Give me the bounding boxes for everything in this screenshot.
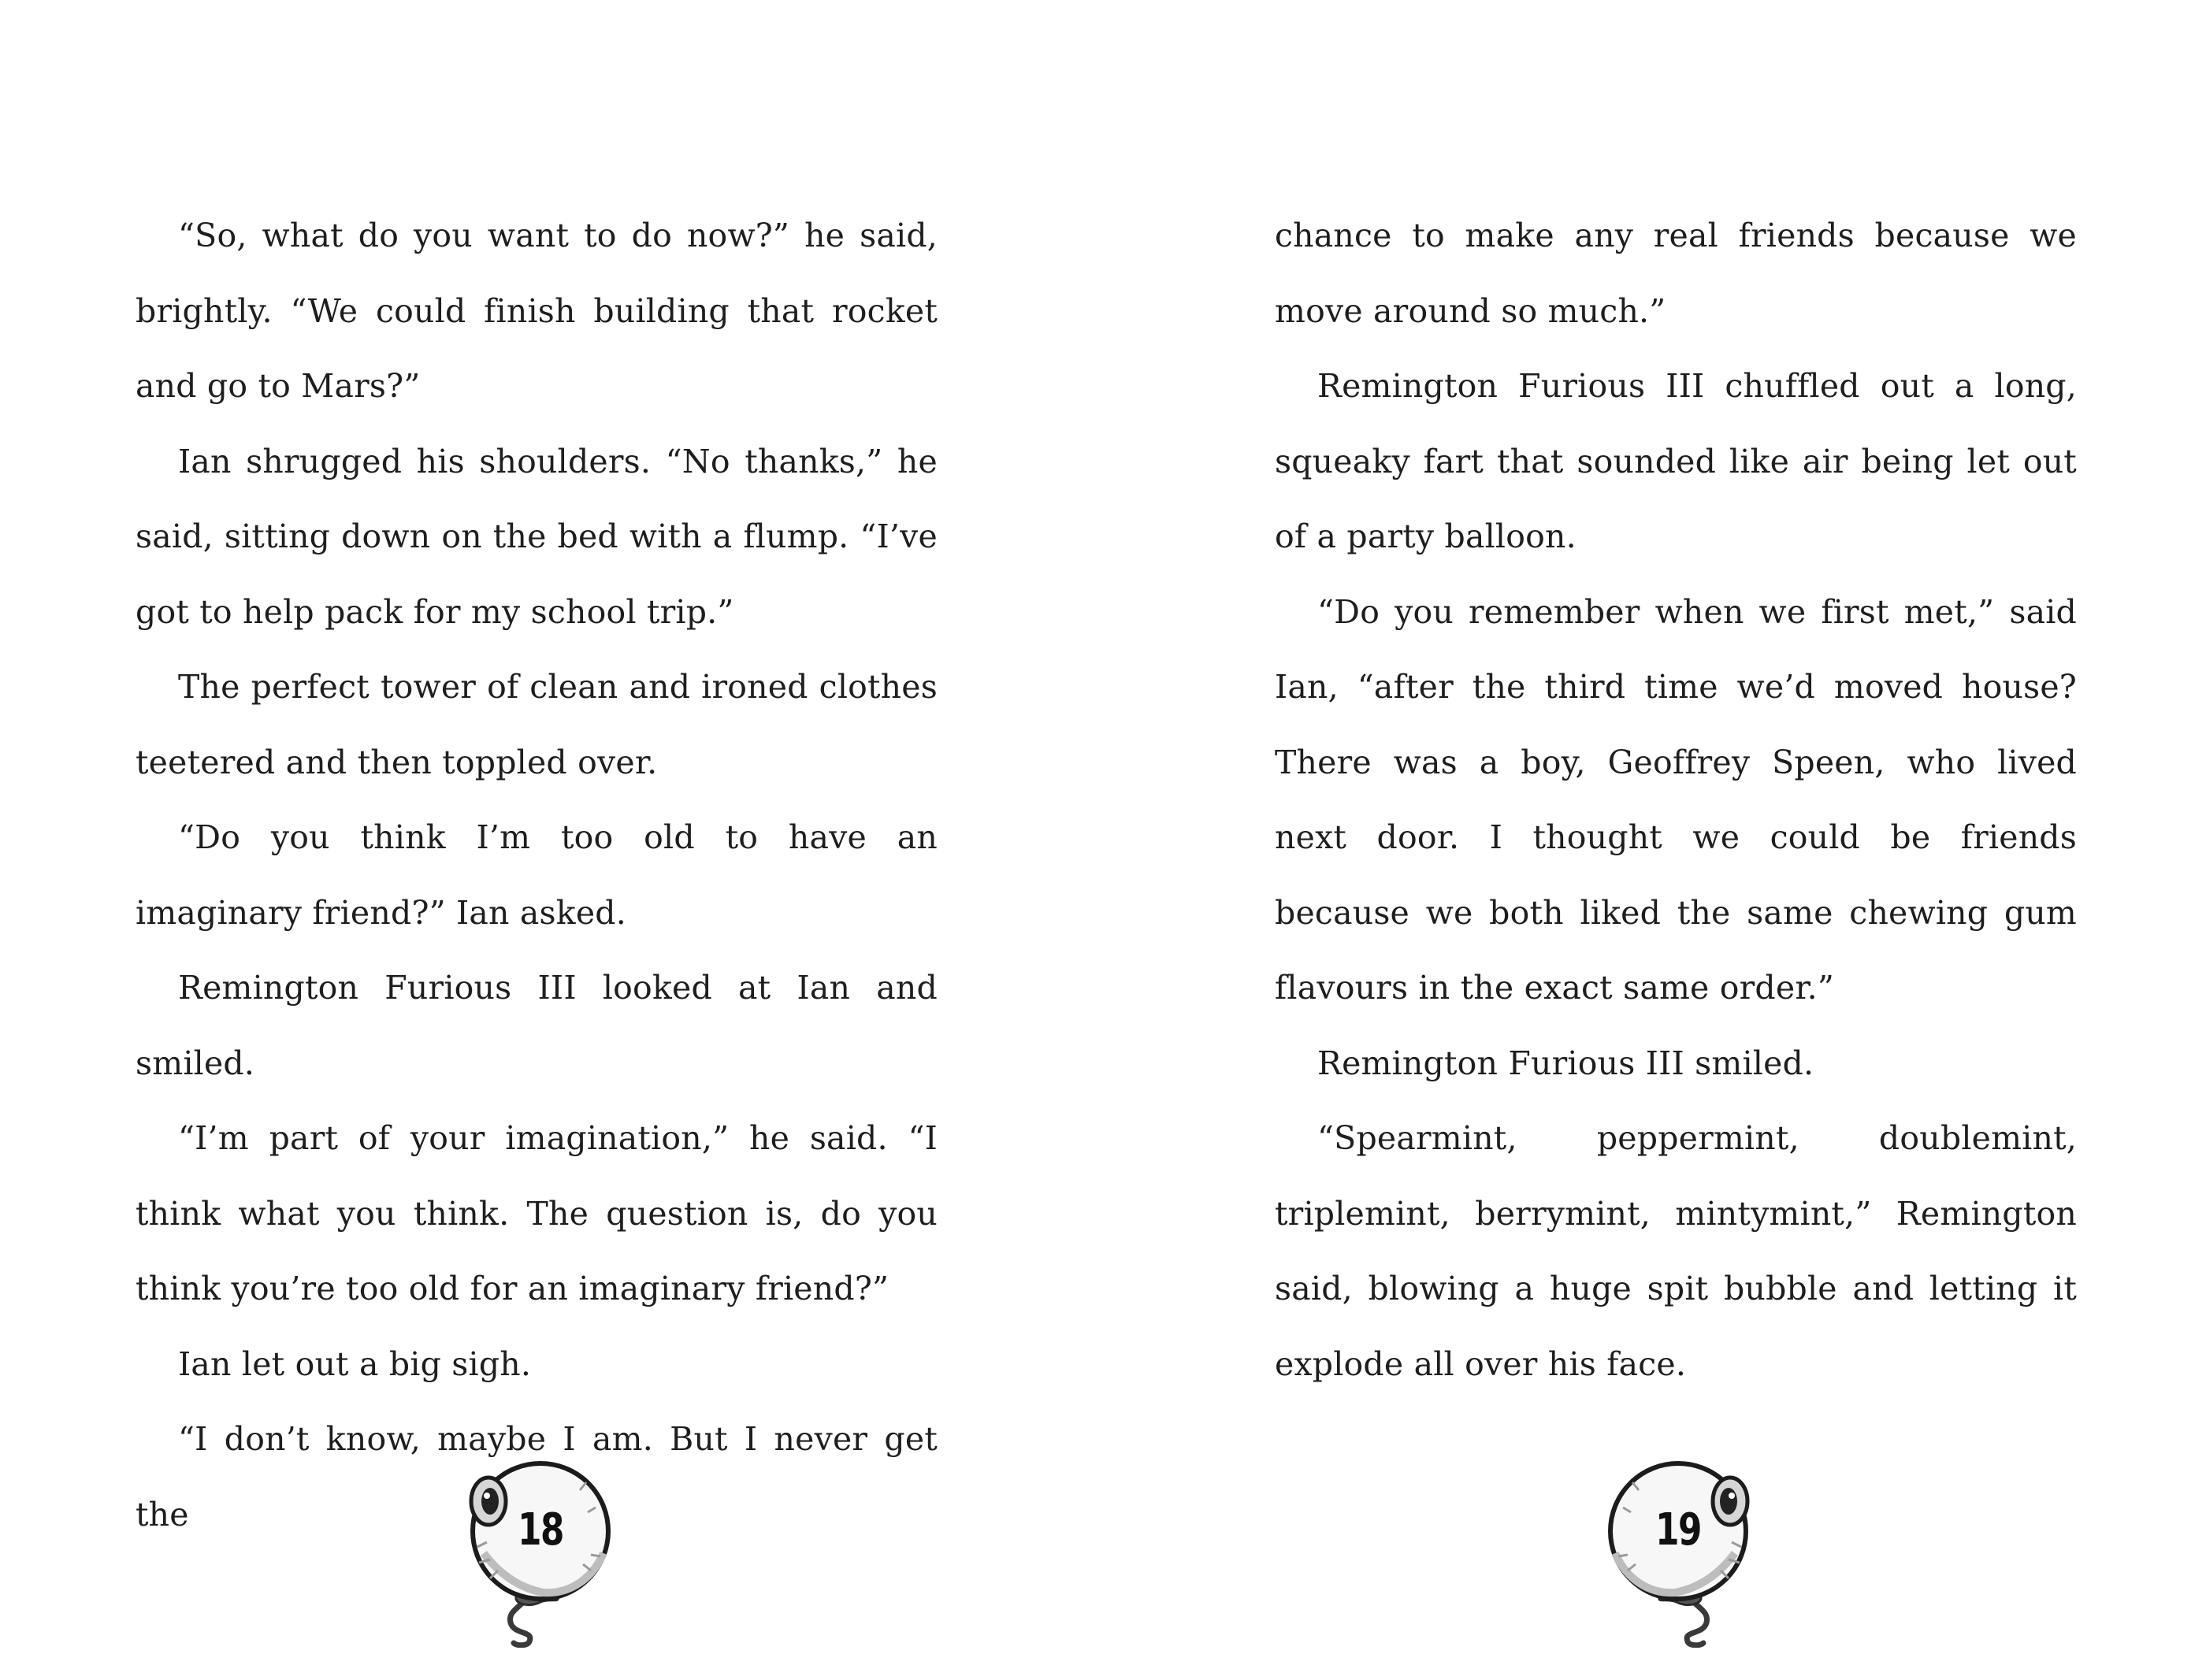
paragraph: “So, what do you want to do now?” he said, brightly. “We could finish building that rocket and go to Mars?” [136,217,938,405]
paragraph: Ian let out a big sigh. [178,1344,532,1383]
paragraph: “Do you remember when we first met,” said Ian, “after the third time we’d moved house? There was a boy, Geoffrey Speen, who lived next door. I thought we could be friends because we both liked the same chewing gum flavours in the exact same order.” [1275,592,2077,1007]
page-number: 18 [518,1504,563,1556]
paragraph: Remington Furious III looked at Ian and smiled. [136,969,938,1082]
paragraph: Ian shrugged his shoulders. “No thanks,” he said, sitting down on the bed with a flump. “I’ve got to help pack for my school trip.” [136,442,938,631]
right-page [1103,0,2206,1680]
paragraph: “I don’t know, maybe I am. But I never get the [136,1420,938,1534]
paragraph: chance to make any real friends because we move around so much.” [1275,217,2077,330]
left-page-text [136,198,938,1552]
right-page-text [1275,198,2077,1402]
paragraph: Remington Furious III chuffled out a long, squeaky fart that sounded like air being let out of a party balloon. [1275,367,2077,555]
paragraph: “Spearmint, peppermint, doublemint, triplemint, berrymint, mintymint,” Remington said, blowing a huge spit bubble and letting it explode all over his face. [1275,1119,2077,1383]
paragraph: Remington Furious III smiled. [1317,1044,1814,1082]
page-number-badge [1599,1452,1757,1648]
paragraph: The perfect tower of clean and ironed clothes teetered and then toppled over. [136,668,938,781]
paragraph: “I’m part of your imagination,” he said. “I think what you think. The question is, do you think you’re too old for an imaginary friend?” [136,1119,938,1307]
page-number-badge [462,1452,619,1648]
paragraph: “Do you think I’m too old to have an imaginary friend?” Ian asked. [136,818,938,932]
page-number: 19 [1655,1504,1701,1556]
